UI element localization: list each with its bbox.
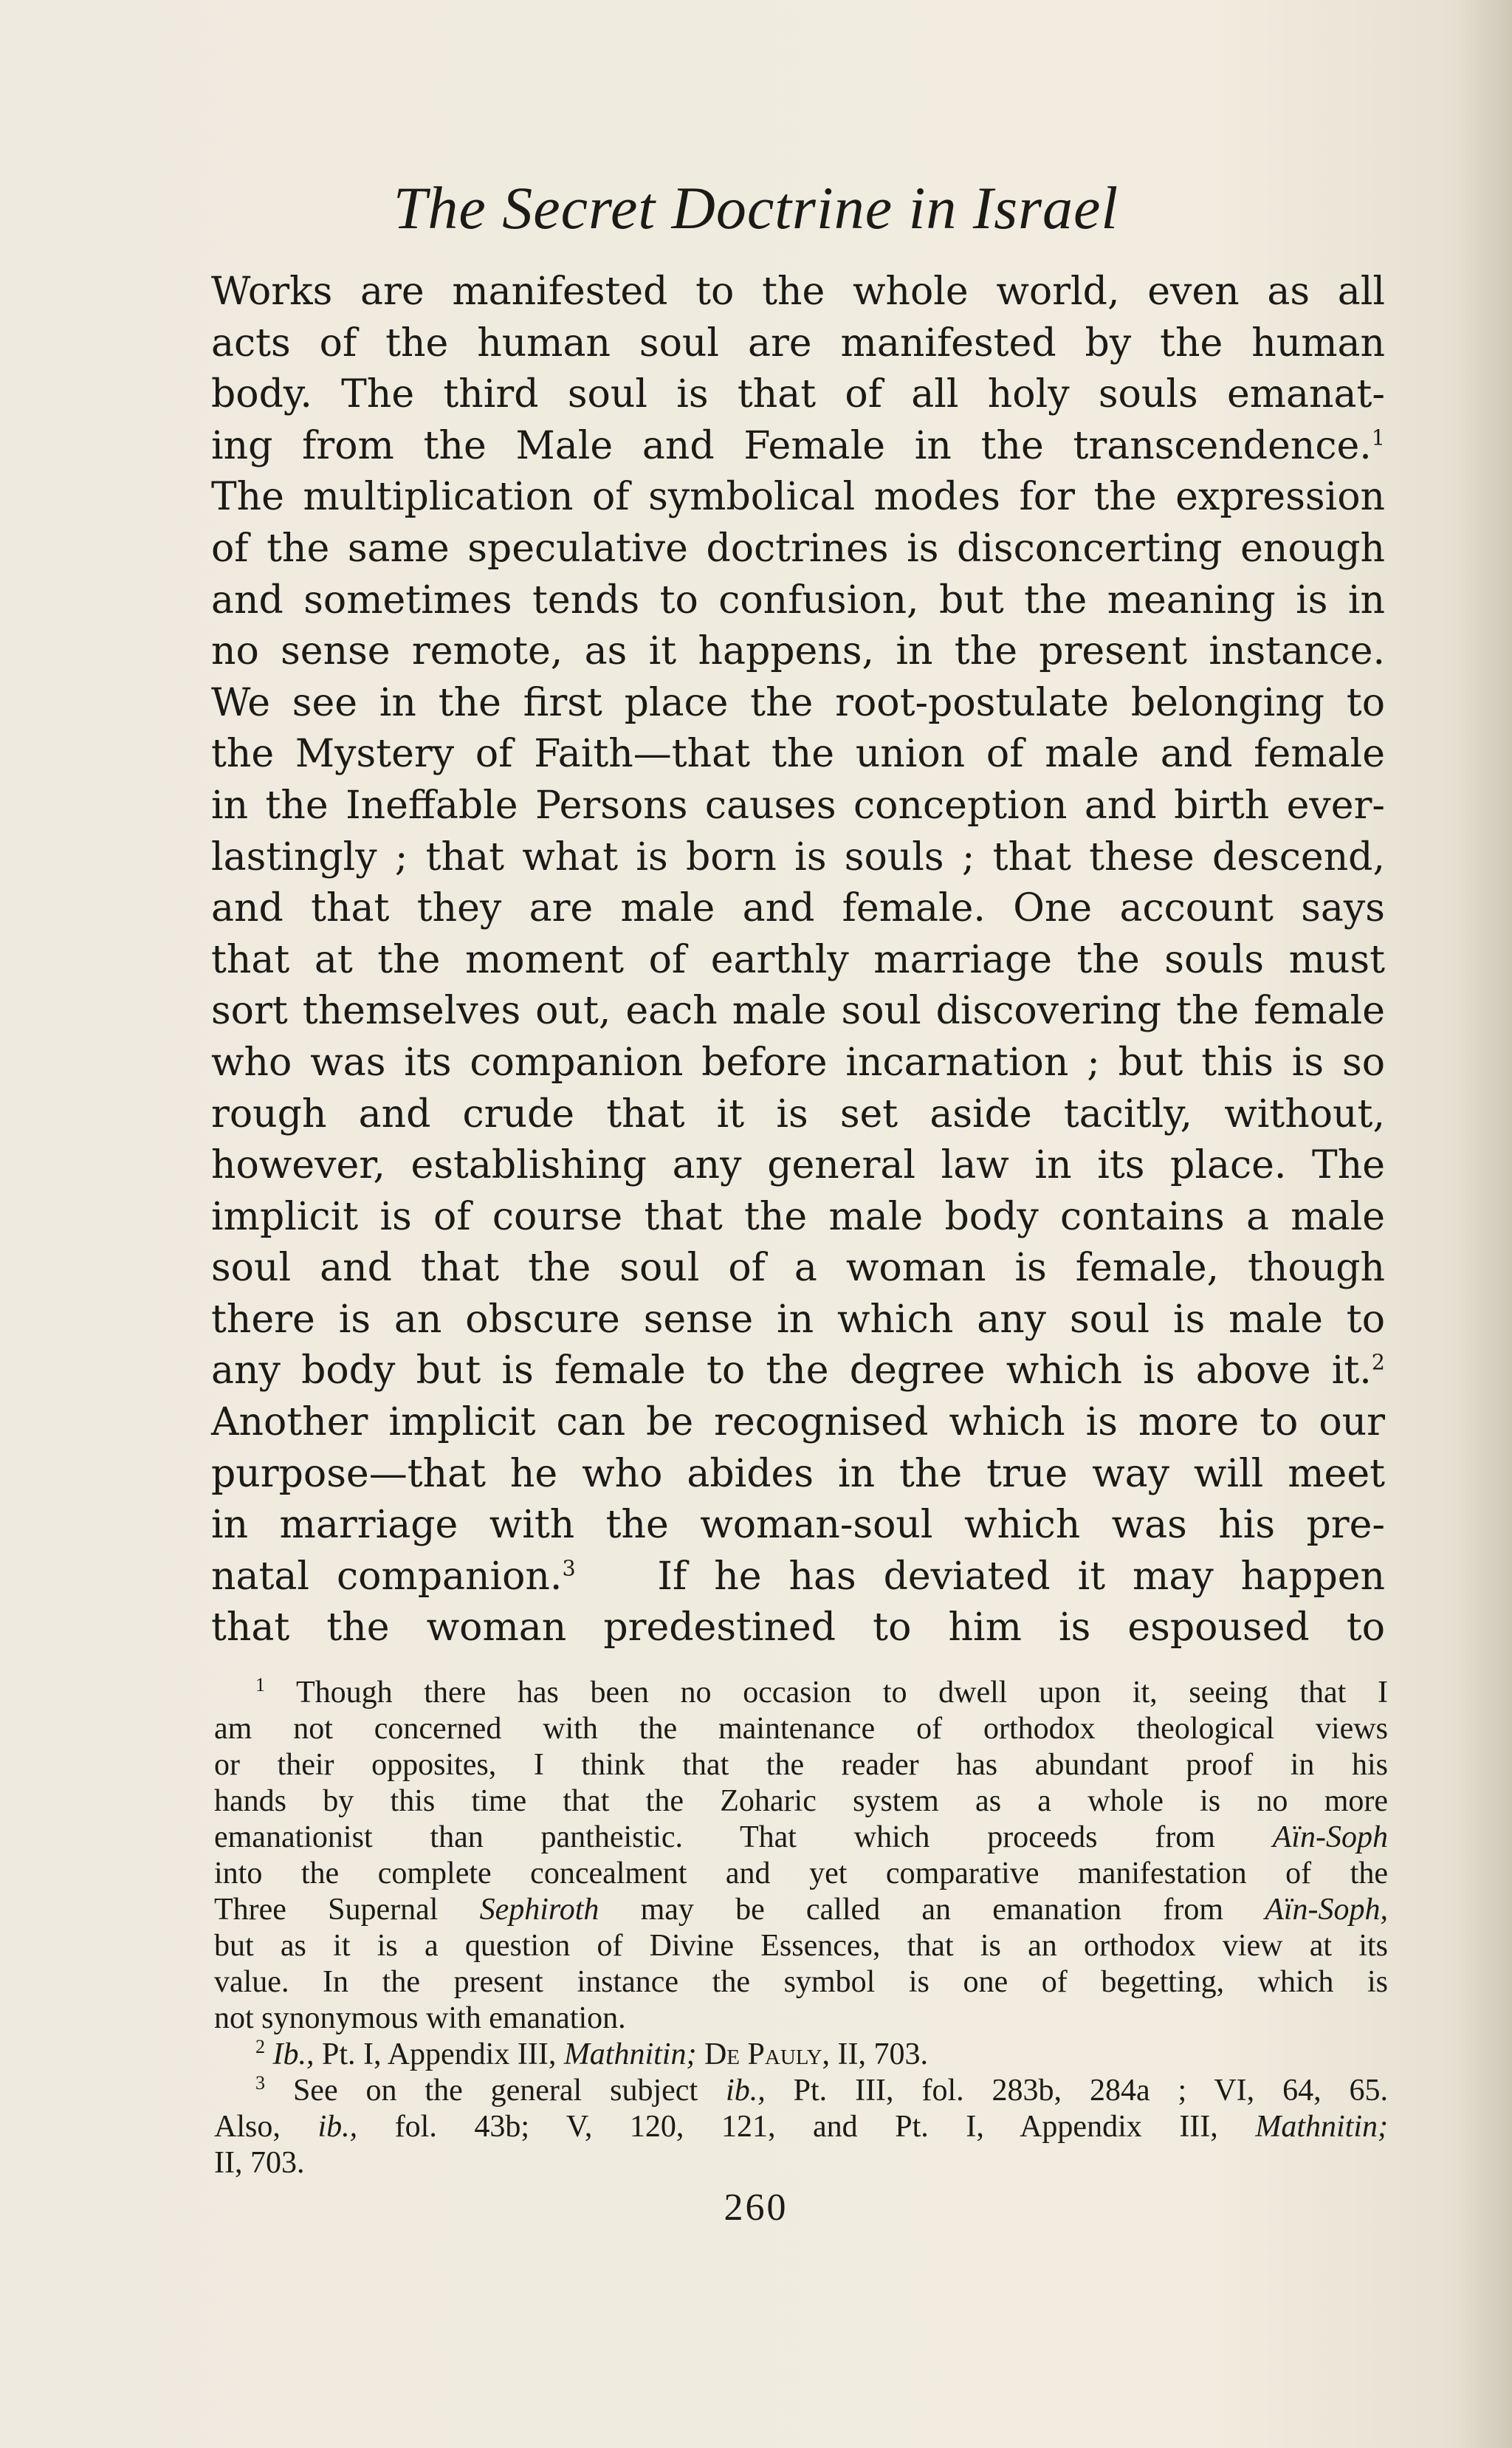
body-line: of the same speculative doctrines is disconcerting enough	[211, 526, 1385, 571]
page-number: 260	[724, 2187, 788, 2229]
body-line: lastingly ; that what is born is souls ; that these descend,	[211, 834, 1385, 880]
body-line	[211, 1345, 1385, 1397]
footnote-1-line	[214, 1820, 1388, 1856]
body-line: that the woman predestined to him is espoused to	[211, 1605, 1385, 1650]
body-line	[211, 1552, 1385, 1603]
footnote-text: fol. 43b; V, 120, 121, and Pt. I, Appendix III,	[394, 2110, 1218, 2144]
body-text	[211, 267, 1385, 1654]
footnote-1-line: but as it is a question of Divine Essences, that is an orthodox view at its	[214, 1929, 1388, 1963]
footnote-1-line: not synonymous with emanation.	[214, 2001, 626, 2035]
citation-title: Mathnitin;	[1255, 2110, 1389, 2144]
footnote-1-line: hands by this time that the Zoharic system as a whole is no more	[214, 1784, 1388, 1818]
footnote-3-line: II, 703.	[214, 2146, 305, 2180]
term-ain-soph: Aïn-Soph	[1272, 1820, 1388, 1854]
body-line: We see in the first place the root-postulate belonging to	[211, 680, 1385, 725]
body-line: purpose—that he who abides in the true way will meet	[211, 1451, 1385, 1496]
citation-ib: ib.,	[317, 2110, 358, 2144]
body-line: soul and that the soul of a woman is female, though	[211, 1246, 1385, 1291]
footnote-1-line: or their opposites, I think that the reader has abundant proof in his	[214, 1748, 1388, 1782]
body-line: Works are manifested to the whole world, even as all	[211, 270, 1385, 314]
term-ain-soph: Aïn-Soph,	[1265, 1893, 1389, 1927]
footnotes	[214, 1675, 1388, 2181]
body-line-text: ing from the Male and Female in the transcendence.	[211, 423, 1372, 468]
body-line: no sense remote, as it happens, in the present instance.	[211, 629, 1385, 674]
footnote-ref-1: 1	[1371, 425, 1385, 450]
body-line: acts of the human soul are manifested by the human	[211, 320, 1385, 366]
footnote-text: Three Supernal	[214, 1893, 439, 1927]
footnote-text: Pt. III, fol. 283b, 284a ; VI, 64, 65.	[793, 2074, 1389, 2108]
citation-title: Mathnitin;	[563, 2037, 697, 2071]
footnote-text: See on the general subject	[292, 2074, 698, 2108]
body-line: in the Ineffable Persons causes conception and birth ever-	[211, 783, 1385, 828]
footnote-1-line: into the complete concealment and yet comparative manifestation of the	[214, 1856, 1388, 1890]
footnote-text: Pt. I, Appendix III,	[322, 2037, 557, 2071]
body-line: The multiplication of symbolical modes for the expression	[211, 475, 1385, 520]
footnote-text: may be called an emanation from	[640, 1893, 1223, 1927]
citation-ib: Ib.,	[272, 2037, 315, 2071]
body-line: there is an obscure sense in which any soul is male to	[211, 1297, 1385, 1342]
footnote-text: emanationist than pantheistic. That which proceeds from	[214, 1820, 1215, 1854]
citation-author: De Pauly,	[704, 2037, 831, 2071]
footnote-1-line	[214, 1892, 1388, 1928]
footnote-ref-3: 3	[562, 1555, 576, 1581]
body-line	[211, 421, 1385, 473]
running-head: The Secret Doctrine in Israel	[393, 174, 1119, 241]
footnote-text: II, 703.	[837, 2037, 928, 2071]
footnote-text: Though there has been no occasion to dwell upon it, seeing that I	[295, 1676, 1388, 1710]
body-line: that at the moment of earthly marriage the souls must	[211, 937, 1385, 982]
footnote-1-line	[214, 1675, 1388, 1711]
body-line: and sometimes tends to confusion, but the meaning is in	[211, 577, 1385, 623]
footnote-1-number: 1	[255, 1674, 266, 1696]
footnote-1-line: am not concerned with the maintenance of orthodox theological views	[214, 1712, 1388, 1746]
body-line: body. The third soul is that of all holy souls emanat-	[211, 372, 1385, 417]
body-line-text: any body but is female to the degree which is above it.	[211, 1348, 1372, 1393]
body-line: sort themselves out, each male soul discovering the female	[211, 989, 1385, 1034]
body-line: however, establishing any general law in its place. The	[211, 1143, 1385, 1188]
footnote-2-number: 2	[255, 2036, 266, 2057]
footnote-ref-2: 2	[1371, 1350, 1385, 1376]
footnote-3-line	[214, 2109, 1388, 2145]
body-line: who was its companion before incarnation ; but this is so	[211, 1040, 1385, 1085]
body-line-tail: If he has deviated it may happen	[657, 1554, 1386, 1599]
footnote-3-number: 3	[255, 2072, 266, 2094]
body-line-text: natal companion.	[211, 1554, 563, 1599]
footnote-1-line: value. In the present instance the symbol is one of begetting, which is	[214, 1965, 1388, 1999]
footnote-3-line	[214, 2073, 1388, 2109]
citation-ib: ib.,	[726, 2074, 766, 2108]
footnote-2-line	[214, 2037, 1388, 2073]
term-sephiroth: Sephiroth	[479, 1893, 599, 1927]
body-line: the Mystery of Faith—that the union of male and female	[211, 732, 1385, 777]
body-line: rough and crude that it is set aside tacitly, without,	[211, 1091, 1385, 1136]
body-line: implicit is of course that the male body contains a male	[211, 1194, 1385, 1239]
body-line: in marriage with the woman-soul which was his pre-	[211, 1503, 1385, 1548]
body-line: and that they are male and female. One account says	[211, 886, 1385, 931]
body-line: Another implicit can be recognised which is more to our	[211, 1400, 1385, 1445]
footnote-text: Also,	[214, 2110, 281, 2144]
